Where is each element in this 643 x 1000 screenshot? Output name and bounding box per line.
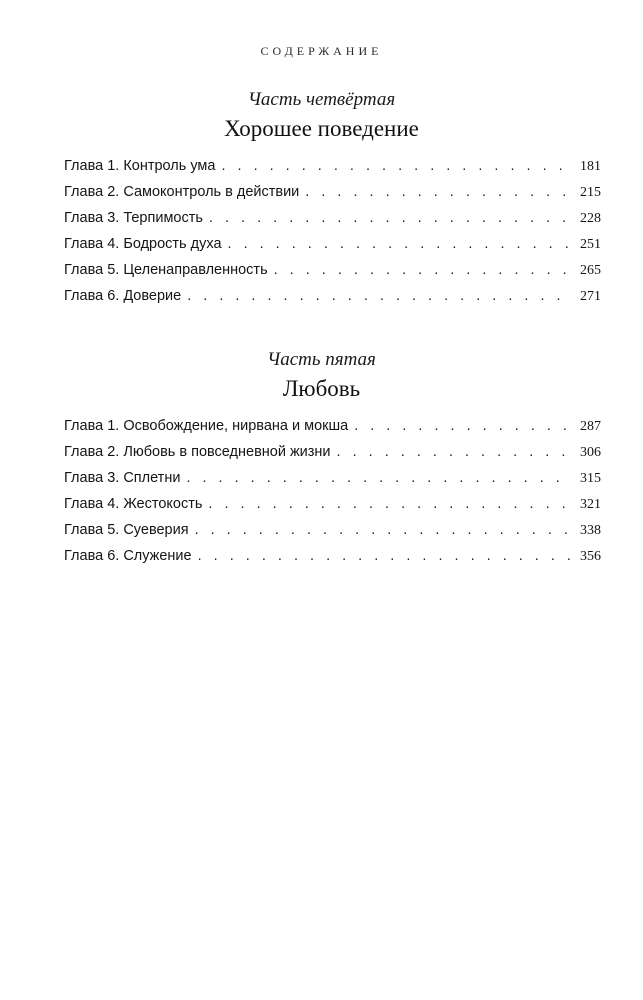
part-title: Хорошее поведение (224, 116, 419, 141)
page-number: 251 (580, 237, 601, 252)
page-number: 321 (580, 497, 601, 512)
dot-leader (337, 444, 571, 460)
toc-entry[interactable] (64, 210, 601, 236)
page-number: 315 (580, 471, 601, 486)
part-heading-4 (0, 88, 643, 144)
page-number: 271 (580, 289, 601, 304)
page-number: 338 (580, 523, 601, 538)
chapter-title: Глава 6. Доверие (64, 288, 182, 304)
toc-list-part-5 (64, 418, 601, 574)
dot-leader (208, 496, 571, 512)
part-heading-5 (0, 348, 643, 404)
toc-entry[interactable] (64, 548, 601, 574)
page-number: 306 (580, 445, 601, 460)
chapter-title: Глава 2. Самоконтроль в действии (64, 184, 300, 200)
page-number: 287 (580, 419, 601, 434)
toc-entry[interactable] (64, 184, 601, 210)
chapter-title: Глава 3. Терпимость (64, 210, 203, 226)
chapter-title: Глава 1. Контроль ума (64, 158, 216, 174)
page-number: 228 (580, 211, 601, 226)
dot-leader (209, 210, 571, 226)
dot-leader (305, 184, 571, 200)
toc-entry[interactable] (64, 236, 601, 262)
chapter-title: Глава 2. Любовь в повседневной жизни (64, 444, 331, 460)
toc-list-part-4 (64, 158, 601, 314)
toc-entry[interactable] (64, 262, 601, 288)
toc-entry[interactable] (64, 444, 601, 470)
page-number: 265 (580, 263, 601, 278)
dot-leader (228, 236, 571, 252)
toc-entry[interactable] (64, 522, 601, 548)
part-label: Часть четвёртая (247, 89, 396, 110)
dot-leader (221, 158, 571, 174)
running-head: СОДЕРЖАНИЕ (260, 44, 383, 58)
page-number: 215 (580, 185, 601, 200)
toc-entry[interactable] (64, 470, 601, 496)
toc-entry[interactable] (64, 288, 601, 314)
part-title: Любовь (282, 376, 361, 401)
dot-leader (274, 262, 571, 278)
chapter-title: Глава 4. Бодрость духа (64, 236, 222, 252)
page-number: 181 (580, 159, 601, 174)
dot-leader (198, 548, 571, 564)
chapter-title: Глава 5. Суеверия (64, 522, 189, 538)
chapter-title: Глава 4. Жестокость (64, 496, 203, 512)
chapter-title: Глава 3. Сплетни (64, 470, 181, 486)
dot-leader (354, 418, 571, 434)
toc-entry[interactable] (64, 418, 601, 444)
chapter-title: Глава 6. Служение (64, 548, 192, 564)
toc-entry[interactable] (64, 496, 601, 522)
page-number: 356 (580, 549, 601, 564)
dot-leader (195, 522, 571, 538)
part-label: Часть пятая (267, 349, 376, 370)
dot-leader (186, 470, 571, 486)
chapter-title: Глава 5. Целенаправленность (64, 262, 268, 278)
chapter-title: Глава 1. Освобождение, нирвана и мокша (64, 418, 349, 434)
dot-leader (187, 288, 571, 304)
toc-entry[interactable] (64, 158, 601, 184)
